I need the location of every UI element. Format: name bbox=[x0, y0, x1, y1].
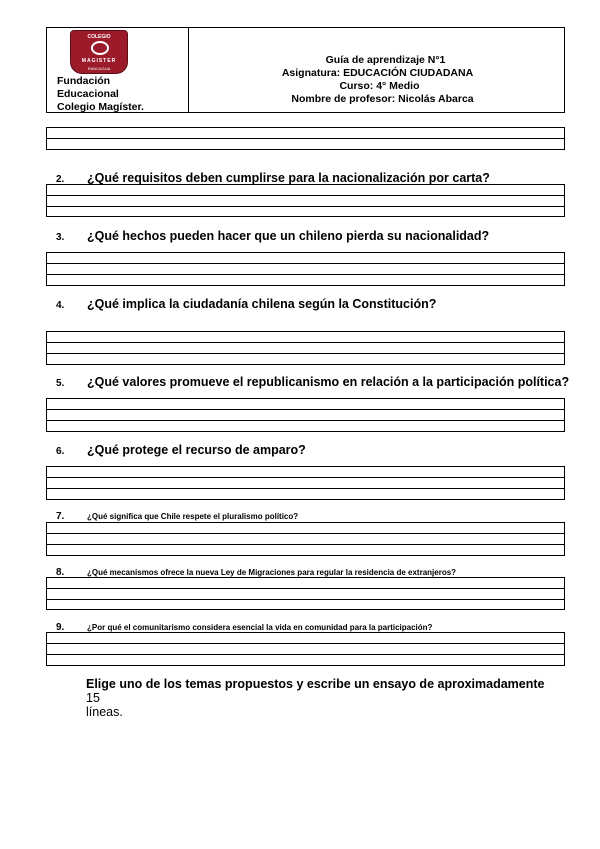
answer-line bbox=[47, 409, 564, 410]
answer-line bbox=[47, 342, 564, 343]
question-2: 2. ¿Qué requisitos deben cumplirse para la nacionalización por carta? bbox=[56, 171, 490, 185]
answer-line bbox=[47, 488, 564, 489]
course: Curso: 4° Medio bbox=[339, 80, 420, 92]
answer-line bbox=[47, 643, 564, 644]
question-8: 8. ¿Qué mecanismos ofrece la nueva Ley de Migraciones para regular la residencia de extranjeros? bbox=[56, 567, 457, 578]
question-9: 9. ¿Por qué el comunitarismo considera esencial la vida en comunidad para la participación? bbox=[56, 622, 433, 633]
answer-box[interactable] bbox=[46, 522, 565, 556]
answer-line bbox=[47, 477, 564, 478]
answer-box[interactable] bbox=[46, 184, 565, 217]
answer-line bbox=[47, 654, 564, 655]
question-7: 7. ¿Qué significa que Chile respete el pluralismo político? bbox=[56, 511, 299, 522]
subject: Asignatura: EDUCACIÓN CIUDADANA bbox=[281, 67, 474, 79]
answer-line bbox=[47, 544, 564, 545]
answer-line bbox=[47, 263, 564, 264]
answer-line bbox=[47, 206, 564, 207]
answer-box[interactable] bbox=[46, 577, 565, 610]
answer-box[interactable] bbox=[46, 632, 565, 666]
answer-line bbox=[47, 195, 564, 196]
answer-box[interactable] bbox=[46, 466, 565, 500]
guide-title: Guía de aprendizaje N°1 bbox=[325, 54, 446, 66]
answer-box[interactable] bbox=[46, 398, 565, 432]
final-instruction: Elige uno de los temas propuestos y escribe un ensayo de aproximadamente 15 líneas. bbox=[86, 677, 545, 719]
answer-line bbox=[47, 138, 564, 139]
answer-line bbox=[47, 599, 564, 600]
answer-line bbox=[47, 420, 564, 421]
answer-line bbox=[47, 274, 564, 275]
organization-name: Fundación Educacional Colegio Magíster. bbox=[57, 75, 144, 113]
document-header bbox=[46, 27, 565, 113]
logo-emblem-icon bbox=[91, 41, 109, 55]
question-6: 6. ¿Qué protege el recurso de amparo? bbox=[56, 443, 306, 457]
teacher-name: Nombre de profesor: Nicolás Abarca bbox=[291, 93, 474, 105]
question-4: 4. ¿Qué implica la ciudadanía chilena según la Constitución? bbox=[56, 297, 437, 311]
answer-box[interactable] bbox=[46, 331, 565, 365]
answer-line bbox=[47, 588, 564, 589]
question-5: 5. ¿Qué valores promueve el republicanismo en relación a la participación política? bbox=[56, 375, 570, 389]
answer-box[interactable] bbox=[46, 127, 565, 150]
school-logo: COLEGIO MAGISTER RANCAGUA bbox=[70, 30, 128, 74]
question-3: 3. ¿Qué hechos pueden hacer que un chileno pierda su nacionalidad? bbox=[56, 229, 490, 243]
answer-line bbox=[47, 533, 564, 534]
answer-line bbox=[47, 353, 564, 354]
header-info bbox=[189, 54, 566, 106]
answer-box[interactable] bbox=[46, 252, 565, 286]
